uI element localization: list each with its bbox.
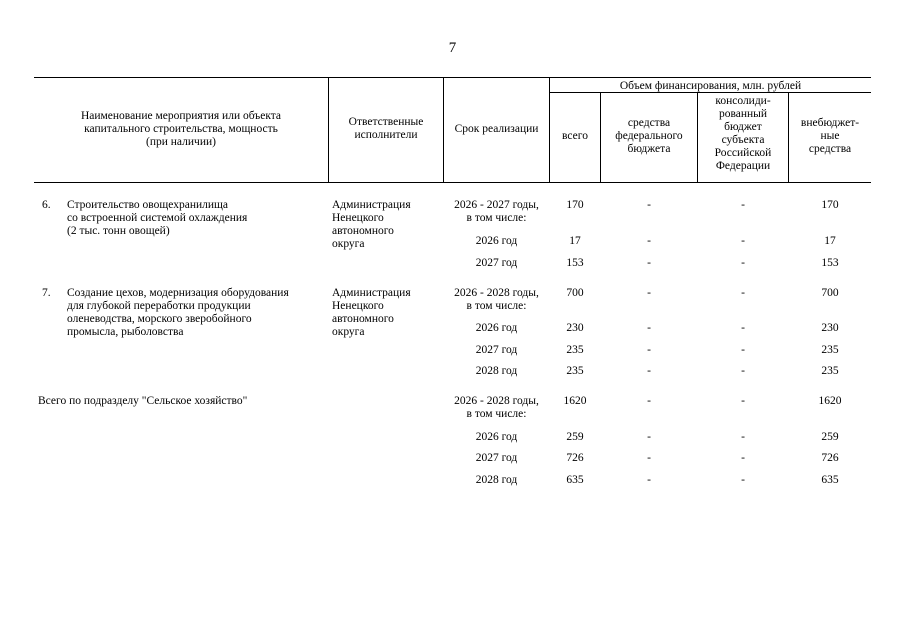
consolidated-cell: -	[741, 322, 745, 334]
extra-cell: 17	[824, 235, 836, 247]
header-name: Наименование мероприятия или объекта капитального строительства, мощность (при наличии)	[80, 110, 282, 148]
header-period: Срок реализации	[454, 123, 539, 135]
extra-cell: 235	[821, 344, 839, 356]
row-number: 6.	[42, 199, 51, 211]
row-number: 7.	[42, 287, 51, 299]
period-cell: 2026 год	[475, 322, 518, 334]
extra-cell: 635	[821, 474, 839, 486]
extra-cell: 153	[821, 257, 839, 269]
total-cell: 700	[566, 287, 584, 299]
extra-cell: 235	[821, 365, 839, 377]
federal-cell: -	[647, 235, 651, 247]
total-cell: 235	[566, 365, 584, 377]
consolidated-cell: -	[741, 365, 745, 377]
header-consolidated: консолиди- рованный бюджет субъекта Российской Федерации	[714, 95, 772, 172]
extra-cell: 230	[821, 322, 839, 334]
header-executors: Ответственные исполнители	[348, 116, 424, 141]
total-cell: 153	[566, 257, 584, 269]
federal-cell: -	[647, 474, 651, 486]
federal-cell: -	[647, 287, 651, 299]
federal-cell: -	[647, 322, 651, 334]
total-cell: 1620	[563, 395, 587, 407]
summary-label: Всего по подразделу "Сельское хозяйство"	[38, 395, 248, 407]
consolidated-cell: -	[741, 474, 745, 486]
table-header-bottom-border	[34, 182, 871, 183]
federal-cell: -	[647, 452, 651, 464]
total-cell: 170	[566, 199, 584, 211]
total-cell: 17	[569, 235, 581, 247]
consolidated-cell: -	[741, 199, 745, 211]
period-cell: 2027 год	[475, 344, 518, 356]
header-extra: внебюджет- ные средства	[800, 117, 860, 155]
federal-cell: -	[647, 199, 651, 211]
page-number: 7	[448, 40, 457, 56]
period-cell: 2026 год	[475, 235, 518, 247]
consolidated-cell: -	[741, 235, 745, 247]
consolidated-cell: -	[741, 431, 745, 443]
period-cell: 2027 год	[475, 257, 518, 269]
total-cell: 726	[566, 452, 584, 464]
consolidated-cell: -	[741, 344, 745, 356]
table-top-border	[34, 77, 871, 78]
total-cell: 635	[566, 474, 584, 486]
period-cell: 2026 - 2028 годы, в том числе:	[454, 287, 539, 312]
row-name: Создание цехов, модернизация оборудования для глубокой переработки продукции оленеводства, морского зверобойного промысла, рыболовства	[67, 287, 289, 338]
total-cell: 235	[566, 344, 584, 356]
total-cell: 259	[566, 431, 584, 443]
extra-cell: 700	[821, 287, 839, 299]
consolidated-cell: -	[741, 395, 745, 407]
consolidated-cell: -	[741, 257, 745, 269]
extra-cell: 726	[821, 452, 839, 464]
extra-cell: 259	[821, 431, 839, 443]
header-funding: Объем финансирования, млн. рублей	[619, 80, 802, 92]
consolidated-cell: -	[741, 287, 745, 299]
row-name: Строительство овощехранилища со встроенной системой охлаждения (2 тыс. тонн овощей)	[67, 199, 248, 237]
federal-cell: -	[647, 365, 651, 377]
header-federal: средства федерального бюджета	[615, 117, 683, 155]
federal-cell: -	[647, 395, 651, 407]
period-cell: 2026 год	[475, 431, 518, 443]
extra-cell: 1620	[818, 395, 842, 407]
federal-cell: -	[647, 431, 651, 443]
row-executor: Администрация Ненецкого автономного округа	[332, 199, 411, 250]
federal-cell: -	[647, 257, 651, 269]
federal-cell: -	[647, 344, 651, 356]
period-cell: 2027 год	[475, 452, 518, 464]
period-cell: 2028 год	[475, 474, 518, 486]
row-executor: Администрация Ненецкого автономного округа	[332, 287, 411, 338]
header-total: всего	[562, 130, 588, 142]
consolidated-cell: -	[741, 452, 745, 464]
period-cell: 2026 - 2028 годы, в том числе:	[454, 395, 539, 420]
period-cell: 2028 год	[475, 365, 518, 377]
total-cell: 230	[566, 322, 584, 334]
period-cell: 2026 - 2027 годы, в том числе:	[454, 199, 539, 224]
extra-cell: 170	[821, 199, 839, 211]
